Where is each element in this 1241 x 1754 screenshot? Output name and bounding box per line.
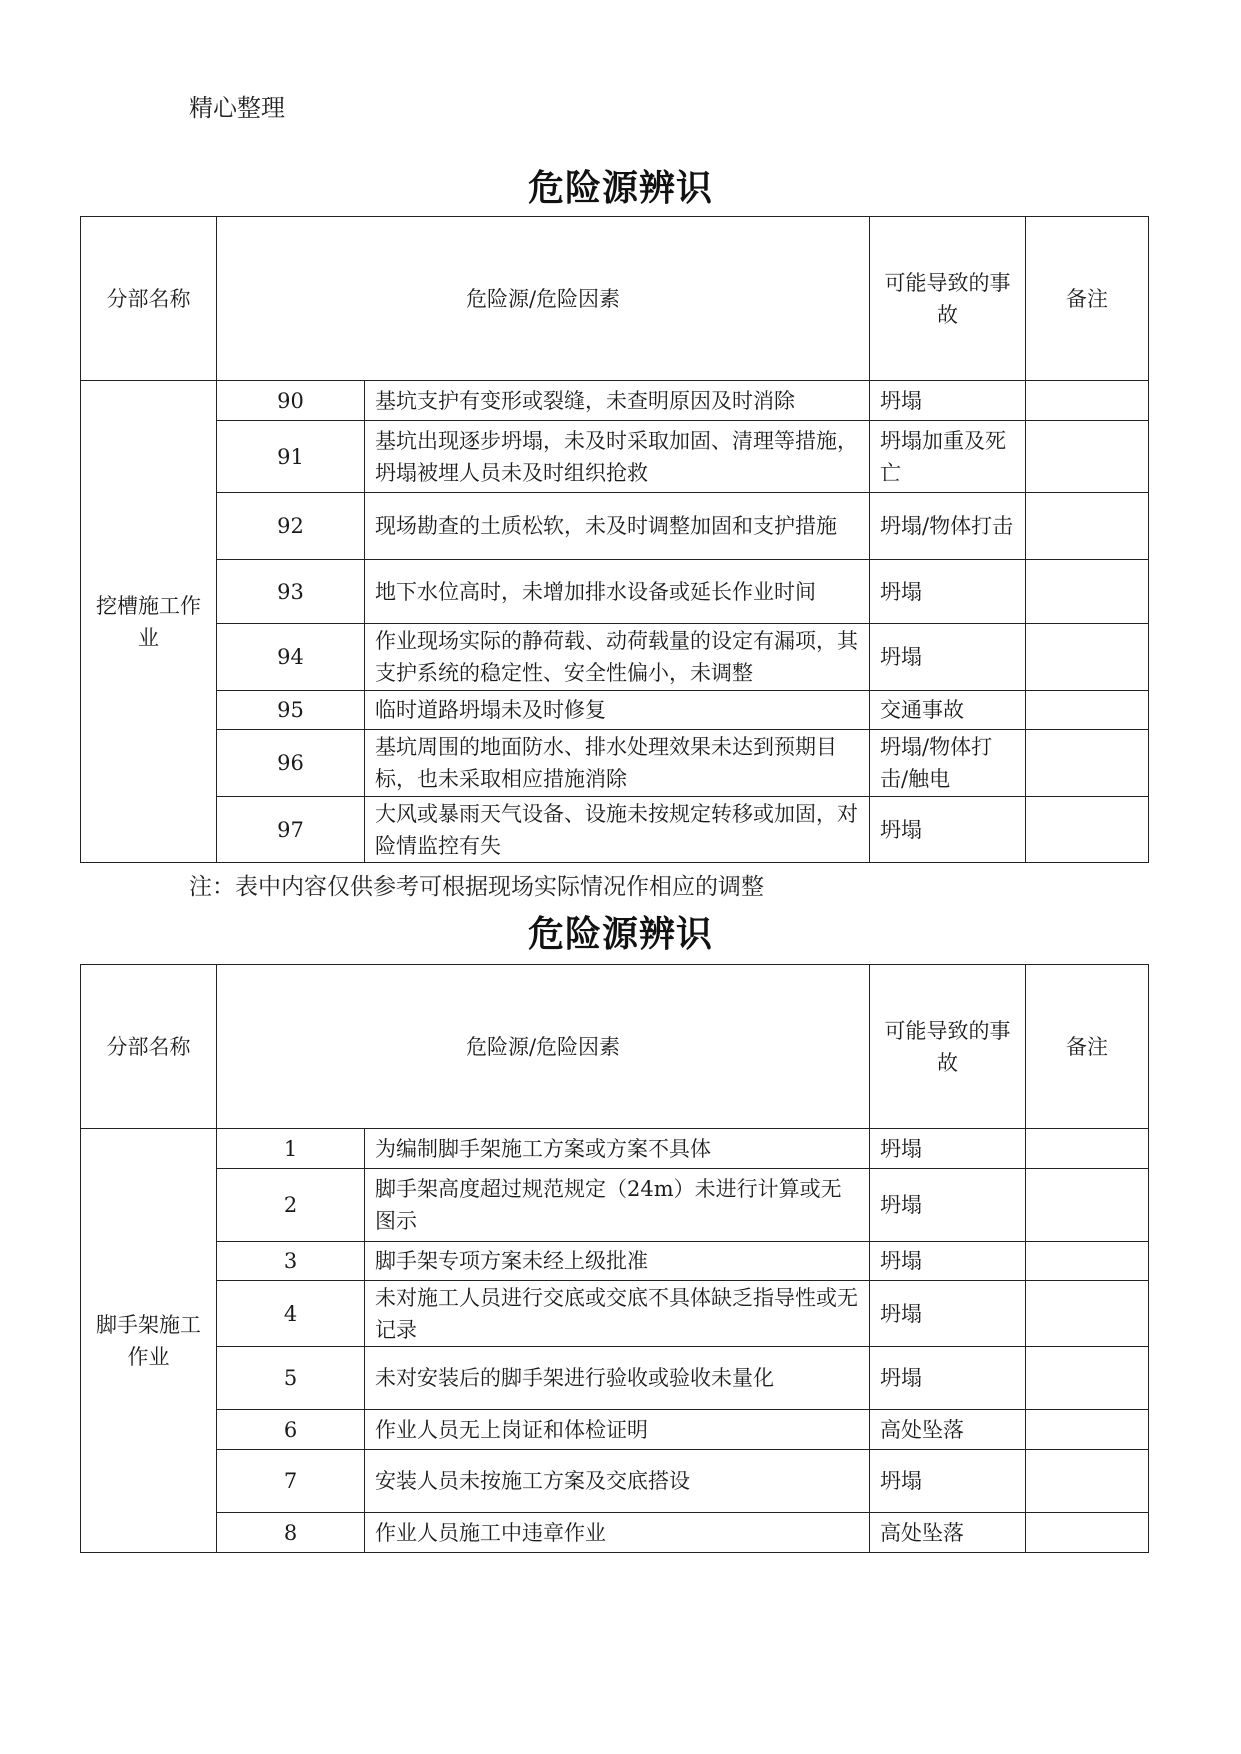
remark-cell	[1026, 730, 1149, 797]
row-number: 91	[217, 421, 365, 493]
hazard-description: 安装人员未按施工方案及交底搭设	[365, 1450, 870, 1513]
hazard-description: 未对施工人员进行交底或交底不具体缺乏指导性或无记录	[365, 1281, 870, 1347]
accident-cell: 坍塌	[870, 1169, 1026, 1242]
remark-cell	[1026, 691, 1149, 730]
hazard-description: 作业人员施工中违章作业	[365, 1513, 870, 1553]
header-remark: 备注	[1026, 965, 1149, 1129]
row-number: 95	[217, 691, 365, 730]
accident-cell: 坍塌加重及死亡	[870, 421, 1026, 493]
row-number: 92	[217, 493, 365, 560]
row-number: 5	[217, 1347, 365, 1410]
hazard-description: 地下水位高时，未增加排水设备或延长作业时间	[365, 560, 870, 624]
hazard-description: 脚手架专项方案未经上级批准	[365, 1242, 870, 1281]
header-remark: 备注	[1026, 217, 1149, 381]
remark-cell	[1026, 1242, 1149, 1281]
table-title: 危险源辨识	[527, 914, 713, 955]
row-number: 96	[217, 730, 365, 797]
accident-cell: 坍塌	[870, 381, 1026, 421]
remark-cell	[1026, 560, 1149, 624]
remark-cell	[1026, 1169, 1149, 1242]
accident-cell: 坍塌	[870, 624, 1026, 691]
row-number: 1	[217, 1129, 365, 1169]
remark-cell	[1026, 797, 1149, 863]
row-number: 3	[217, 1242, 365, 1281]
hazard-description: 脚手架高度超过规范规定（24m）未进行计算或无图示	[365, 1169, 870, 1242]
header-section-name: 分部名称	[81, 965, 217, 1129]
accident-cell: 坍塌	[870, 1281, 1026, 1347]
accident-cell: 坍塌	[870, 1450, 1026, 1513]
accident-cell: 坍塌	[870, 1347, 1026, 1410]
accident-cell: 高处坠落	[870, 1513, 1026, 1553]
hazard-description: 作业人员无上岗证和体检证明	[365, 1410, 870, 1450]
accident-cell: 坍塌	[870, 560, 1026, 624]
section-name-cell: 挖槽施工作业	[81, 381, 217, 863]
remark-cell	[1026, 1129, 1149, 1169]
remark-cell	[1026, 1347, 1149, 1410]
accident-cell: 坍塌	[870, 1242, 1026, 1281]
page-header-note: 精心整理	[189, 94, 285, 122]
accident-cell: 交通事故	[870, 691, 1026, 730]
accident-cell: 坍塌	[870, 1129, 1026, 1169]
hazard-description: 为编制脚手架施工方案或方案不具体	[365, 1129, 870, 1169]
accident-cell: 坍塌/物体打击/触电	[870, 730, 1026, 797]
remark-cell	[1026, 1410, 1149, 1450]
accident-cell: 坍塌	[870, 797, 1026, 863]
hazard-table-excavation	[80, 216, 1149, 863]
hazard-description: 未对安装后的脚手架进行验收或验收未量化	[365, 1347, 870, 1410]
header-section-name: 分部名称	[81, 217, 217, 381]
hazard-description: 基坑支护有变形或裂缝，未查明原因及时消除	[365, 381, 870, 421]
hazard-description: 大风或暴雨天气设备、设施未按规定转移或加固，对险情监控有失	[365, 797, 870, 863]
header-hazard: 危险源/危险因素	[217, 965, 870, 1129]
row-number: 2	[217, 1169, 365, 1242]
row-number: 97	[217, 797, 365, 863]
row-number: 93	[217, 560, 365, 624]
remark-cell	[1026, 381, 1149, 421]
accident-cell: 高处坠落	[870, 1410, 1026, 1450]
row-number: 7	[217, 1450, 365, 1513]
hazard-description: 作业现场实际的静荷载、动荷载量的设定有漏项，其支护系统的稳定性、安全性偏小，未调整	[365, 624, 870, 691]
remark-cell	[1026, 1513, 1149, 1553]
hazard-description: 基坑周围的地面防水、排水处理效果未达到预期目标，也未采取相应措施消除	[365, 730, 870, 797]
remark-cell	[1026, 493, 1149, 560]
row-number: 8	[217, 1513, 365, 1553]
header-hazard: 危险源/危险因素	[217, 217, 870, 381]
accident-cell: 坍塌/物体打击	[870, 493, 1026, 560]
row-number: 94	[217, 624, 365, 691]
remark-cell	[1026, 421, 1149, 493]
remark-cell	[1026, 624, 1149, 691]
section-name-cell: 脚手架施工作业	[81, 1129, 217, 1553]
row-number: 6	[217, 1410, 365, 1450]
row-number: 4	[217, 1281, 365, 1347]
header-accident: 可能导致的事故	[870, 965, 1026, 1129]
hazard-description: 基坑出现逐步坍塌，未及时采取加固、清理等措施，坍塌被埋人员未及时组织抢救	[365, 421, 870, 493]
row-number: 90	[217, 381, 365, 421]
table-footnote: 注：表中内容仅供参考可根据现场实际情况作相应的调整	[189, 874, 764, 900]
hazard-description: 现场勘查的土质松软，未及时调整加固和支护措施	[365, 493, 870, 560]
remark-cell	[1026, 1450, 1149, 1513]
hazard-description: 临时道路坍塌未及时修复	[365, 691, 870, 730]
hazard-table-scaffolding	[80, 964, 1149, 1553]
remark-cell	[1026, 1281, 1149, 1347]
table-title: 危险源辨识	[527, 168, 713, 209]
header-accident: 可能导致的事故	[870, 217, 1026, 381]
